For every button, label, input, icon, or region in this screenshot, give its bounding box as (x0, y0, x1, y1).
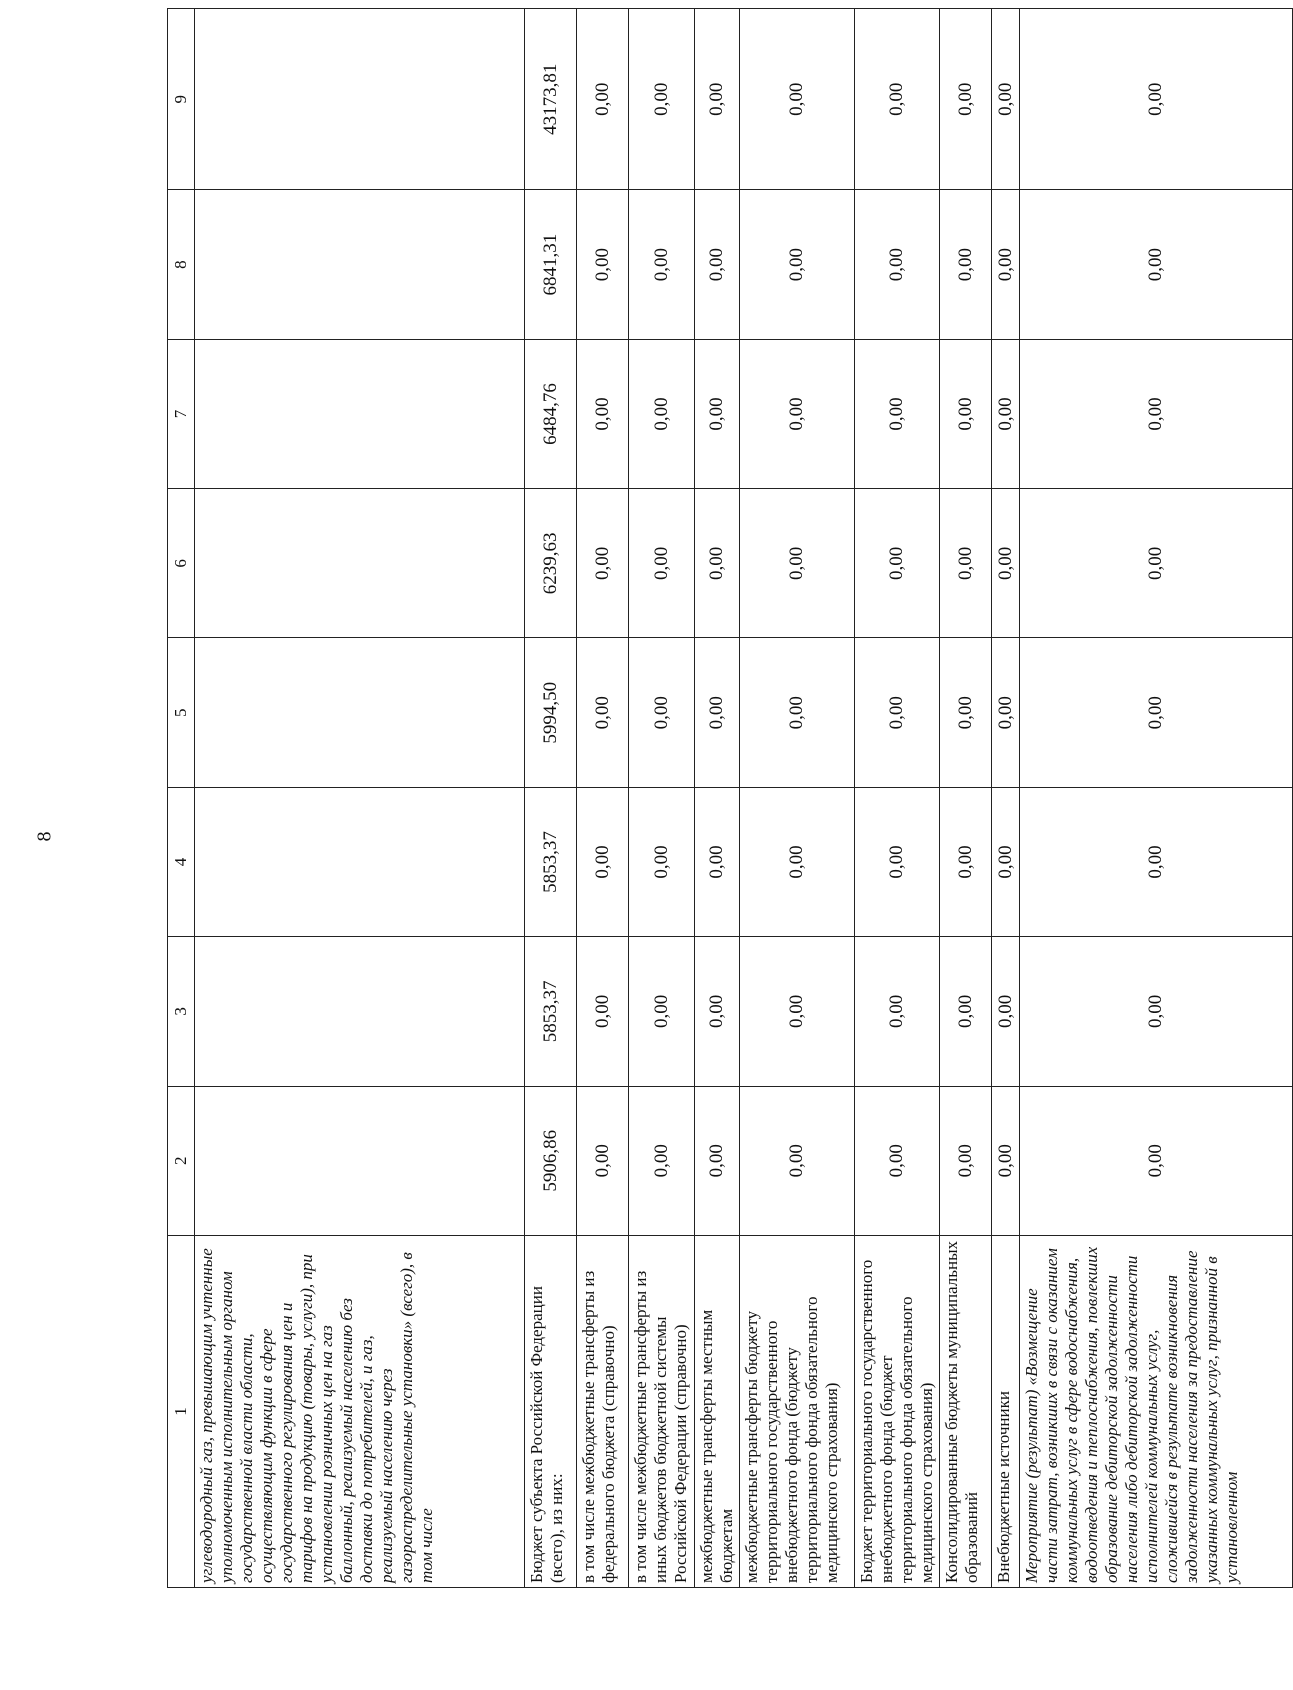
value-cell: 0,00 (695, 638, 740, 787)
column-header: 5 (168, 638, 195, 787)
value-cell: 0,00 (629, 339, 695, 488)
value-cell: 43173,81 (525, 9, 577, 190)
value-cell: 0,00 (855, 190, 940, 339)
column-header: 9 (168, 9, 195, 190)
value-cell: 0,00 (577, 787, 629, 936)
value-cell: 0,00 (1020, 937, 1293, 1086)
value-cell: 5853,37 (525, 937, 577, 1086)
value-cell: 0,00 (855, 9, 940, 190)
value-cell: 0,00 (940, 339, 992, 488)
value-cell: 0,00 (855, 937, 940, 1086)
value-cell: 0,00 (940, 787, 992, 936)
value-cell: 0,00 (940, 638, 992, 787)
table-row (940, 9, 992, 1588)
value-cell: 0,00 (695, 190, 740, 339)
column-header: 6 (168, 489, 195, 638)
value-cell: 0,00 (577, 339, 629, 488)
row-label: межбюджетные трансферты местным бюджетам (695, 1235, 740, 1587)
value-cell: 0,00 (1020, 638, 1293, 787)
value-cell: 0,00 (1020, 190, 1293, 339)
value-cell (195, 1086, 525, 1235)
value-cell: 0,00 (992, 1086, 1020, 1235)
value-cell: 0,00 (992, 489, 1020, 638)
value-cell: 0,00 (740, 638, 855, 787)
table-row (1020, 9, 1293, 1588)
value-cell: 0,00 (1020, 1086, 1293, 1235)
value-cell: 0,00 (577, 638, 629, 787)
value-cell: 0,00 (992, 9, 1020, 190)
value-cell (195, 190, 525, 339)
value-cell: 0,00 (1020, 489, 1293, 638)
table-row (695, 9, 740, 1588)
table-row (525, 9, 577, 1588)
value-cell: 6484,76 (525, 339, 577, 488)
table-row (855, 9, 940, 1588)
value-cell: 0,00 (577, 489, 629, 638)
row-label: Бюджет субъекта Российской Федерации (всего), из них: (525, 1235, 577, 1587)
value-cell: 6841,31 (525, 190, 577, 339)
table-row (195, 9, 525, 1588)
column-header: 3 (168, 937, 195, 1086)
row-label: в том числе межбюджетные трансферты из федерального бюджета (справочно) (577, 1235, 629, 1587)
table-row (740, 9, 855, 1588)
column-header: 7 (168, 339, 195, 488)
value-cell: 0,00 (740, 1086, 855, 1235)
value-cell: 0,00 (1020, 339, 1293, 488)
value-cell: 0,00 (740, 937, 855, 1086)
table-row (577, 9, 629, 1588)
column-header: 1 (168, 1235, 195, 1587)
value-cell: 0,00 (740, 489, 855, 638)
budget-table-sheet (167, 8, 1241, 1588)
column-header: 8 (168, 190, 195, 339)
value-cell: 0,00 (695, 9, 740, 190)
value-cell: 0,00 (940, 1086, 992, 1235)
value-cell: 0,00 (629, 489, 695, 638)
value-cell: 0,00 (629, 787, 695, 936)
value-cell: 0,00 (695, 489, 740, 638)
value-cell: 0,00 (1020, 9, 1293, 190)
row-label: межбюджетные трансферты бюджету территориального государственного внебюджетного фонда (бюджету территориального фонда обязательного медицинского страхования) (740, 1235, 855, 1587)
value-cell: 0,00 (629, 937, 695, 1086)
table-row (992, 9, 1020, 1588)
value-cell: 0,00 (577, 190, 629, 339)
value-cell: 0,00 (629, 190, 695, 339)
value-cell (195, 339, 525, 488)
value-cell: 0,00 (695, 937, 740, 1086)
row-label: Мероприятие (результат) «Возмещение части затрат, возникших в связи с оказанием коммунальных услуг в сфере водоснабжения, водоотведения и теплоснабжения, повлекших образование дебиторской задолженности населения либо дебиторской задолженности исполнителей коммунальных услуг, сложившейся в результате возникновения задолженности населения за предоставление указанных коммунальных услуг, признанной в установленном (1020, 1235, 1293, 1587)
table-body (195, 9, 1293, 1588)
value-cell: 0,00 (629, 638, 695, 787)
value-cell (195, 638, 525, 787)
value-cell: 0,00 (740, 339, 855, 488)
value-cell: 0,00 (855, 638, 940, 787)
value-cell: 0,00 (740, 9, 855, 190)
value-cell: 0,00 (740, 190, 855, 339)
value-cell: 0,00 (940, 937, 992, 1086)
value-cell: 0,00 (855, 489, 940, 638)
value-cell (195, 937, 525, 1086)
value-cell: 0,00 (577, 9, 629, 190)
value-cell: 0,00 (577, 937, 629, 1086)
value-cell: 0,00 (992, 339, 1020, 488)
value-cell: 5853,37 (525, 787, 577, 936)
column-header: 4 (168, 787, 195, 936)
value-cell: 0,00 (940, 9, 992, 190)
value-cell (195, 9, 525, 190)
value-cell: 0,00 (740, 787, 855, 936)
value-cell: 0,00 (1020, 787, 1293, 936)
value-cell: 5906,86 (525, 1086, 577, 1235)
value-cell (195, 787, 525, 936)
value-cell: 0,00 (992, 787, 1020, 936)
row-label: Внебюджетные источники (992, 1235, 1020, 1587)
value-cell: 0,00 (855, 339, 940, 488)
value-cell: 0,00 (695, 339, 740, 488)
budget-table (167, 8, 1293, 1588)
value-cell: 0,00 (695, 1086, 740, 1235)
value-cell: 0,00 (855, 1086, 940, 1235)
value-cell: 0,00 (629, 9, 695, 190)
table-row (629, 9, 695, 1588)
value-cell: 0,00 (940, 489, 992, 638)
value-cell: 0,00 (629, 1086, 695, 1235)
value-cell: 0,00 (940, 190, 992, 339)
value-cell: 0,00 (992, 937, 1020, 1086)
header-row (168, 9, 195, 1588)
value-cell: 0,00 (577, 1086, 629, 1235)
value-cell (195, 489, 525, 638)
page-number: 8 (33, 831, 56, 842)
value-cell: 5994,50 (525, 638, 577, 787)
value-cell: 0,00 (695, 787, 740, 936)
value-cell: 6239,63 (525, 489, 577, 638)
value-cell: 0,00 (992, 190, 1020, 339)
value-cell: 0,00 (992, 638, 1020, 787)
value-cell: 0,00 (855, 787, 940, 936)
row-label: Консолидированные бюджеты муниципальных образований (940, 1235, 992, 1587)
row-label: Бюджет территориального государственного внебюджетного фонда (бюджет территориального фонда обязательного медицинского страхования) (855, 1235, 940, 1587)
row-label: в том числе межбюджетные трансферты из иных бюджетов бюджетной системы Российской Федерации (справочно) (629, 1235, 695, 1587)
row-label: углеводородный газ, превышающим учтенные уполномоченным исполнительным органом государственной власти области, осуществляющим функции в сфере государственного регулирования цен и тарифов на продукцию (товары, услуги), при установлении розничных цен на газ баллонный, реализуемый населению без доставки до потребителей, и газ, реализуемый населению через газораспределительные установки» (всего), в том числе (195, 1235, 525, 1587)
column-header: 2 (168, 1086, 195, 1235)
